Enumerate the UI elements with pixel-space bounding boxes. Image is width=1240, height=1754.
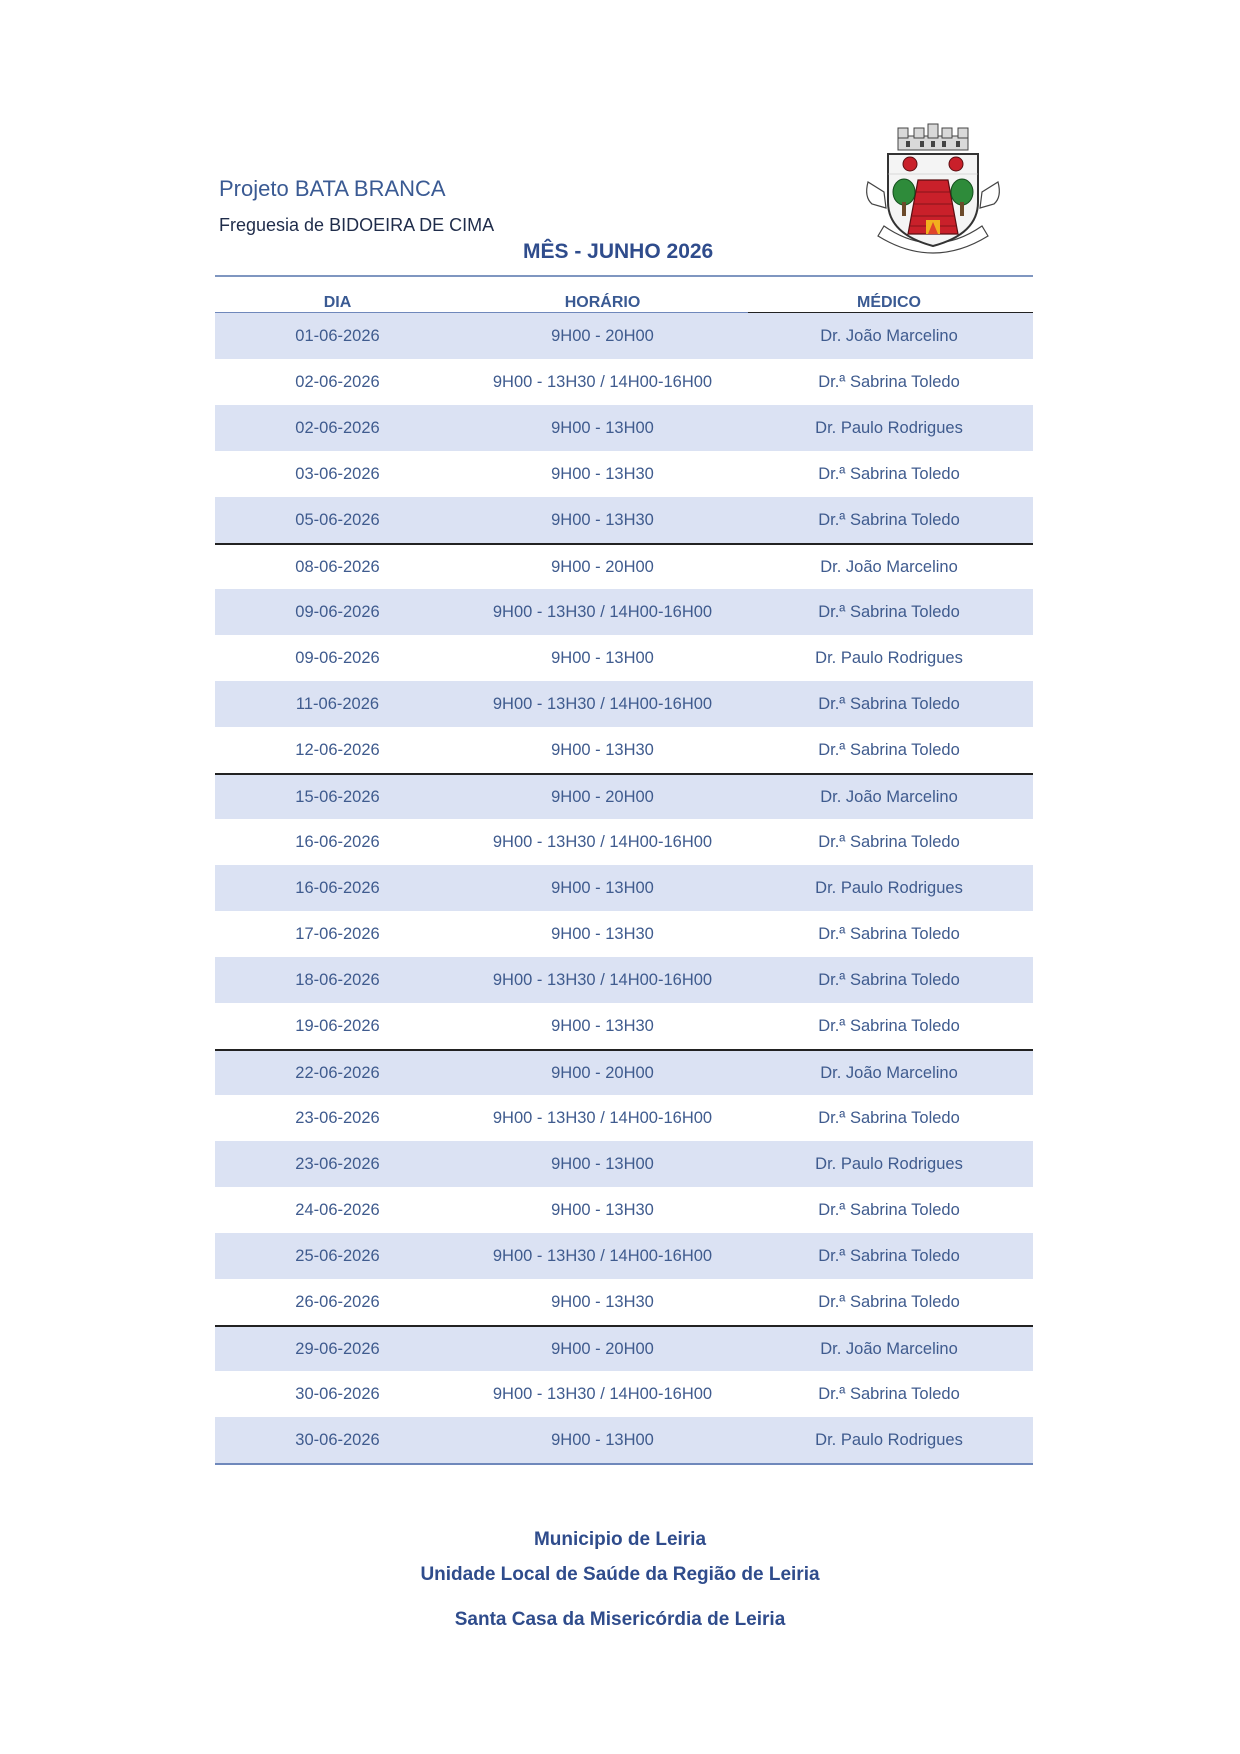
cell-dia: 12-06-2026 bbox=[295, 741, 380, 759]
cell-dia: 30-06-2026 bbox=[295, 1385, 380, 1403]
cell-medico: Dr.ª Sabrina Toledo bbox=[818, 971, 960, 989]
column-header-medico: MÉDICO bbox=[857, 294, 921, 311]
table-row bbox=[215, 1279, 1033, 1325]
cell-dia: 09-06-2026 bbox=[295, 603, 380, 621]
table-row bbox=[215, 451, 1033, 497]
cell-medico: Dr.ª Sabrina Toledo bbox=[818, 373, 960, 391]
cell-horario: 9H00 - 13H30 bbox=[551, 465, 654, 483]
cell-horario: 9H00 - 13H30 / 14H00-16H00 bbox=[492, 833, 713, 851]
cell-dia: 23-06-2026 bbox=[295, 1109, 380, 1127]
cell-dia: 26-06-2026 bbox=[295, 1293, 380, 1311]
header-rule bbox=[215, 275, 1033, 277]
cell-dia: 08-06-2026 bbox=[295, 558, 380, 576]
cell-medico: Dr.ª Sabrina Toledo bbox=[818, 1293, 960, 1311]
cell-medico: Dr. João Marcelino bbox=[820, 788, 958, 806]
cell-dia: 09-06-2026 bbox=[295, 649, 380, 667]
cell-horario: 9H00 - 13H30 / 14H00-16H00 bbox=[492, 1385, 713, 1403]
table-row bbox=[215, 1141, 1033, 1187]
table-row bbox=[215, 681, 1033, 727]
cell-medico: Dr.ª Sabrina Toledo bbox=[818, 1247, 960, 1265]
cell-medico: Dr. João Marcelino bbox=[820, 1064, 958, 1082]
column-header-dia: DIA bbox=[323, 294, 352, 311]
cell-horario: 9H00 - 13H00 bbox=[551, 419, 654, 437]
cell-medico: Dr.ª Sabrina Toledo bbox=[818, 833, 960, 851]
cell-horario: 9H00 - 13H30 bbox=[551, 1017, 654, 1035]
cell-dia: 02-06-2026 bbox=[295, 373, 380, 391]
column-header-horario: HORÁRIO bbox=[564, 294, 641, 311]
cell-dia: 03-06-2026 bbox=[295, 465, 380, 483]
table-header bbox=[215, 289, 1033, 313]
table-row bbox=[215, 865, 1033, 911]
page-title: Projeto BATA BRANCA bbox=[219, 176, 446, 201]
cell-medico: Dr.ª Sabrina Toledo bbox=[818, 1201, 960, 1219]
cell-dia: 23-06-2026 bbox=[295, 1155, 380, 1173]
cell-horario: 9H00 - 13H30 / 14H00-16H00 bbox=[492, 603, 713, 621]
cell-dia: 01-06-2026 bbox=[295, 327, 380, 345]
cell-medico: Dr.ª Sabrina Toledo bbox=[818, 1109, 960, 1127]
cell-horario: 9H00 - 13H00 bbox=[551, 879, 654, 897]
month-heading: MÊS - JUNHO 2026 bbox=[523, 240, 714, 263]
cell-dia: 11-06-2026 bbox=[295, 695, 380, 713]
table-row bbox=[215, 359, 1033, 405]
table-row bbox=[215, 313, 1033, 359]
table-row bbox=[215, 957, 1033, 1003]
table-row bbox=[215, 1003, 1033, 1049]
cell-horario: 9H00 - 13H00 bbox=[551, 1155, 654, 1173]
cell-medico: Dr. Paulo Rodrigues bbox=[815, 649, 963, 667]
table-row bbox=[215, 405, 1033, 451]
cell-medico: Dr. Paulo Rodrigues bbox=[815, 1431, 963, 1449]
cell-medico: Dr.ª Sabrina Toledo bbox=[818, 465, 960, 483]
cell-dia: 24-06-2026 bbox=[295, 1201, 380, 1219]
table-row bbox=[215, 1049, 1033, 1095]
footer-uls: Unidade Local de Saúde da Região de Leiria bbox=[420, 1564, 820, 1585]
cell-medico: Dr. João Marcelino bbox=[820, 327, 958, 345]
cell-dia: 16-06-2026 bbox=[295, 833, 380, 851]
cell-horario: 9H00 - 20H00 bbox=[551, 1064, 654, 1082]
cell-horario: 9H00 - 13H30 / 14H00-16H00 bbox=[492, 373, 713, 391]
cell-horario: 9H00 - 20H00 bbox=[551, 327, 654, 345]
cell-horario: 9H00 - 13H00 bbox=[551, 649, 654, 667]
cell-horario: 9H00 - 13H30 / 14H00-16H00 bbox=[492, 1109, 713, 1127]
cell-medico: Dr. Paulo Rodrigues bbox=[815, 1155, 963, 1173]
cell-dia: 22-06-2026 bbox=[295, 1064, 380, 1082]
cell-horario: 9H00 - 13H30 bbox=[551, 511, 654, 529]
table-row bbox=[215, 1095, 1033, 1141]
cell-horario: 9H00 - 20H00 bbox=[551, 1340, 654, 1358]
table-row bbox=[215, 589, 1033, 635]
cell-medico: Dr. Paulo Rodrigues bbox=[815, 879, 963, 897]
cell-horario: 9H00 - 20H00 bbox=[551, 558, 654, 576]
table-row bbox=[215, 1233, 1033, 1279]
cell-medico: Dr.ª Sabrina Toledo bbox=[818, 603, 960, 621]
table-row bbox=[215, 635, 1033, 681]
cell-dia: 29-06-2026 bbox=[295, 1340, 380, 1358]
cell-dia: 17-06-2026 bbox=[295, 925, 380, 943]
table-bottom-rule bbox=[215, 1463, 1033, 1465]
table-row bbox=[215, 911, 1033, 957]
cell-dia: 15-06-2026 bbox=[295, 788, 380, 806]
cell-medico: Dr.ª Sabrina Toledo bbox=[818, 511, 960, 529]
footer-misericordia: Santa Casa da Misericórdia de Leiria bbox=[454, 1609, 786, 1630]
table-row bbox=[215, 819, 1033, 865]
cell-horario: 9H00 - 13H30 bbox=[551, 741, 654, 759]
table-row bbox=[215, 773, 1033, 819]
cell-horario: 9H00 - 13H30 / 14H00-16H00 bbox=[492, 971, 713, 989]
cell-medico: Dr. João Marcelino bbox=[820, 558, 958, 576]
cell-horario: 9H00 - 13H30 bbox=[551, 1201, 654, 1219]
cell-medico: Dr. João Marcelino bbox=[820, 1340, 958, 1358]
cell-dia: 30-06-2026 bbox=[295, 1431, 380, 1449]
cell-horario: 9H00 - 13H30 / 14H00-16H00 bbox=[492, 695, 713, 713]
table-row bbox=[215, 1417, 1033, 1463]
cell-medico: Dr.ª Sabrina Toledo bbox=[818, 1017, 960, 1035]
schedule-table bbox=[215, 289, 1033, 1465]
footer-municipio: Municipio de Leiria bbox=[533, 1529, 707, 1550]
table-body bbox=[215, 313, 1033, 1463]
cell-dia: 19-06-2026 bbox=[295, 1017, 380, 1035]
cell-dia: 18-06-2026 bbox=[295, 971, 380, 989]
cell-medico: Dr.ª Sabrina Toledo bbox=[818, 695, 960, 713]
cell-horario: 9H00 - 13H00 bbox=[551, 1431, 654, 1449]
cell-dia: 05-06-2026 bbox=[295, 511, 380, 529]
page-subtitle: Freguesia de BIDOEIRA DE CIMA bbox=[219, 215, 495, 235]
cell-horario: 9H00 - 13H30 bbox=[551, 925, 654, 943]
table-row bbox=[215, 727, 1033, 773]
parish-crest-icon bbox=[862, 122, 1004, 258]
table-row bbox=[215, 1325, 1033, 1371]
table-row bbox=[215, 1187, 1033, 1233]
cell-medico: Dr.ª Sabrina Toledo bbox=[818, 741, 960, 759]
cell-horario: 9H00 - 13H30 / 14H00-16H00 bbox=[492, 1247, 713, 1265]
table-row bbox=[215, 497, 1033, 543]
table-row bbox=[215, 543, 1033, 589]
cell-horario: 9H00 - 13H30 bbox=[551, 1293, 654, 1311]
cell-medico: Dr. Paulo Rodrigues bbox=[815, 419, 963, 437]
cell-dia: 25-06-2026 bbox=[295, 1247, 380, 1265]
cell-dia: 02-06-2026 bbox=[295, 419, 380, 437]
cell-medico: Dr.ª Sabrina Toledo bbox=[818, 925, 960, 943]
cell-medico: Dr.ª Sabrina Toledo bbox=[818, 1385, 960, 1403]
table-row bbox=[215, 1371, 1033, 1417]
cell-dia: 16-06-2026 bbox=[295, 879, 380, 897]
cell-horario: 9H00 - 20H00 bbox=[551, 788, 654, 806]
